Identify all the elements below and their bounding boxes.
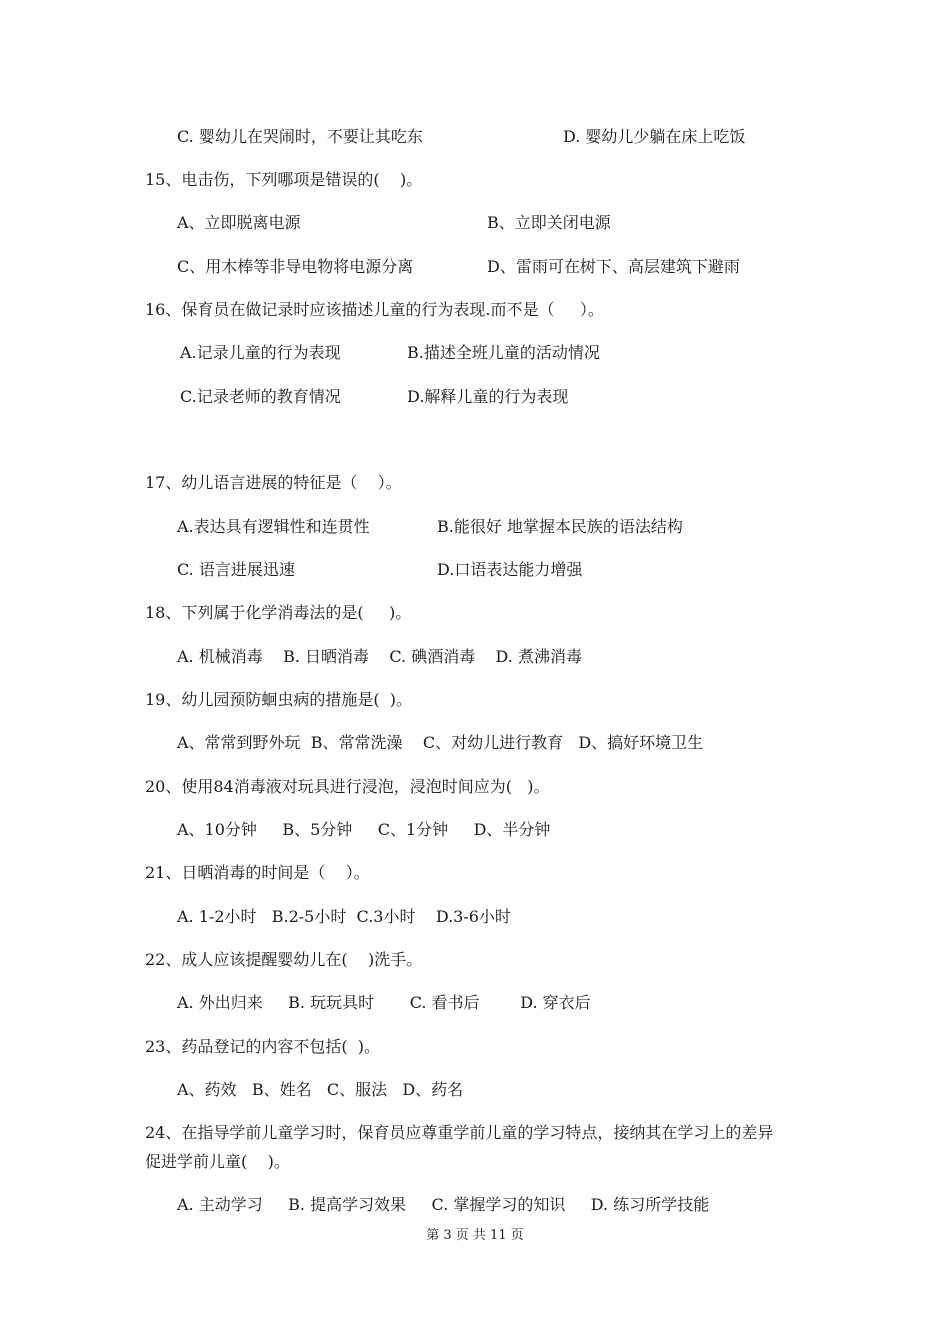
question-21: 21、日晒消毒的时间是（ ）。 [145, 863, 370, 882]
options-18: A. 机械消毒 B. 日晒消毒 C. 碘酒消毒 D. 煮沸消毒 [177, 647, 582, 666]
option-b-15: B、立即关闭电源 [487, 213, 611, 232]
page-footer: 第 3 页 共 11 页 [426, 1228, 524, 1243]
options-19: A、常常到野外玩 B、常常洗澡 C、对幼儿进行教育 D、搞好环境卫生 [177, 733, 704, 752]
question-23: 23、药品登记的内容不包括( )。 [145, 1037, 381, 1056]
option-c-16: C.记录老师的教育情况 [180, 387, 341, 406]
option-c-15: C、用木棒等非导电物将电源分离 [177, 257, 414, 276]
option-d-15: D、雷雨可在树下、高层建筑下避雨 [487, 257, 740, 276]
option-d-14: D. 婴幼儿少躺在床上吃饭 [563, 127, 746, 146]
option-c-14: C. 婴幼儿在哭闹时，不要让其吃东 [177, 127, 423, 146]
question-22: 22、成人应该提醒婴幼儿在( )洗手。 [145, 950, 423, 969]
option-a-17: A.表达具有逻辑性和连贯性 [177, 517, 370, 536]
option-d-17: D.口语表达能力增强 [437, 560, 583, 579]
options-22: A. 外出归来 B. 玩玩具时 C. 看书后 D. 穿衣后 [177, 993, 591, 1012]
option-b-16: B.描述全班儿童的活动情况 [407, 343, 600, 362]
question-15: 15、电击伤，下列哪项是错误的( )。 [145, 170, 423, 189]
question-20: 20、使用84消毒液对玩具进行浸泡，浸泡时间应为( )。 [145, 777, 550, 796]
option-c-17: C. 语言进展迅速 [177, 560, 295, 579]
option-b-17: B.能很好 地掌握本民族的语法结构 [437, 517, 683, 536]
options-23: A、药效 B、姓名 C、服法 D、药名 [177, 1080, 464, 1099]
question-17: 17、幼儿语言进展的特征是（ ）。 [145, 473, 402, 492]
options-24: A. 主动学习 B. 提高学习效果 C. 掌握学习的知识 D. 练习所学技能 [177, 1195, 710, 1214]
question-19: 19、幼儿园预防蛔虫病的措施是( )。 [145, 690, 413, 709]
question-24-continued: 促进学前儿童( )。 [145, 1152, 290, 1171]
question-16: 16、保育员在做记录时应该描述儿童的行为表现.而不是（ ）。 [145, 300, 604, 319]
question-24: 24、在指导学前儿童学习时，保育员应尊重学前儿童的学习特点，接纳其在学习上的差异 [145, 1123, 774, 1142]
question-18: 18、下列属于化学消毒法的是( )。 [145, 603, 412, 622]
option-d-16: D.解释儿童的行为表现 [407, 387, 569, 406]
options-20: A、10分钟 B、5分钟 C、1分钟 D、半分钟 [177, 820, 551, 839]
option-a-16: A.记录儿童的行为表现 [180, 343, 341, 362]
options-21: A. 1-2小时 B.2-5小时 C.3小时 D.3-6小时 [177, 907, 511, 926]
option-a-15: A、立即脱离电源 [177, 213, 301, 232]
